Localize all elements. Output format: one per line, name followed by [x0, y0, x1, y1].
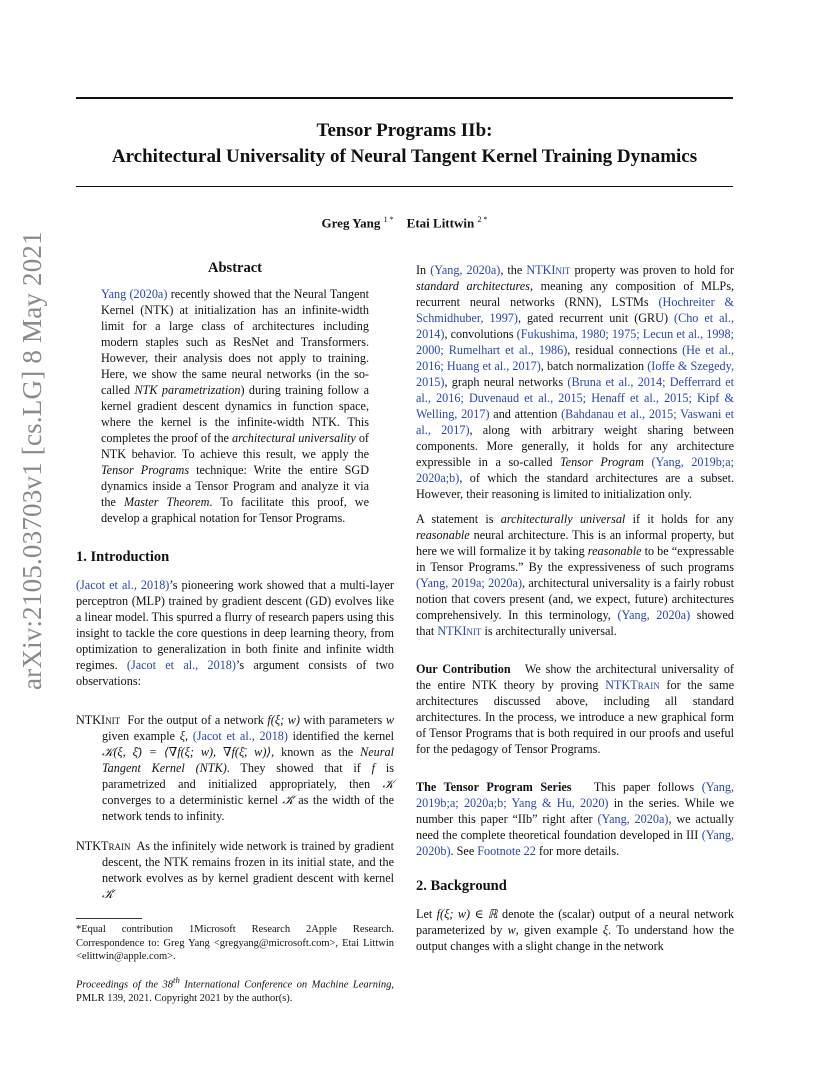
- ntktrain-label: NTKTrain: [76, 839, 131, 853]
- citation-link[interactable]: (Jacot et al., 2018): [76, 578, 170, 592]
- ntkinit-ref[interactable]: NTKInit: [526, 263, 571, 277]
- citation-link[interactable]: (Yang, 2019b;a; 2020a;b; Yang & Hu, 2020): [416, 780, 734, 810]
- footnote-link[interactable]: Footnote 22: [477, 844, 536, 858]
- contribution-heading: Our Contribution: [416, 662, 511, 676]
- footnote-affiliations: *Equal contribution 1Microsoft Research 2Apple Research. Correspondence to: Greg Yang <gregyang@microsoft.com>, Etai Littwin <elittwin@apple.com>.: [76, 924, 394, 963]
- citation-link[interactable]: (Bruna et al., 2014; Defferrard et al., 2016; Duvenaud et al., 2015; Henaff et al., 2015; Kipf & Welling, 2017): [416, 375, 734, 421]
- left-column: [76, 260, 394, 1005]
- intro-paragraph: (Jacot et al., 2018)’s pioneering work showed that a multi-layer perceptron (MLP) trained by gradient descent (GD) evolves like a linear model. This spurred a flurry of research papers using this insight to tackle the core questions in deep learning theory, from optimization to generalization in both finite and infinite width regimes. (Jacot et al., 2018)’s argument consists of two observations:: [76, 578, 395, 688]
- title-rule-bottom: [76, 186, 733, 187]
- author-line: [76, 215, 733, 231]
- paragraph-ntkinit-history: In (Yang, 2020a), the NTKInit property was proven to hold for standard architectures, meaning any composition of MLPs, recurrent neural networks (RNN), LSTMs (Hochreiter & Schmidhuber, 1997), gated recurrent unit (GRU) (Cho et al., 2014), convolutions (Fukushima, 1980; 1975; Lecun et al., 1998; 2000; Rumelhart et al., 1986), residual connections (He et al., 2016; Huang et al., 2017), batch normalization (Ioffe & Szegedy, 2015), graph neural networks (Bruna et al., 2014; Defferrard et al., 2016; Duvenaud et al., 2015; Henaff et al., 2015; Kipf & Welling, 2017) and attention (Bahdanau et al., 2015; Vaswani et al., 2017), along with arbitrary weight sharing between components. More generally, it holds for any architecture expressible in a so-called Tensor Program (Yang, 2019b;a; 2020a;b), of which the standard architectures are a subset. However, their reasoning is limited to initialization only.: [416, 263, 735, 501]
- paragraph-contribution: Our Contribution We show the architectural universality of the entire NTK theory by proving NTKTrain for the same architectures discussed above, including all standard architectures. In the process, we introduce a new graphical form of Tensor Programs that is both required in our proofs and useful for the pedagogy of Tensor Programs.: [416, 662, 734, 756]
- title-rule-top: [76, 97, 733, 99]
- arxiv-stamp: arXiv:2105.03703v1 [cs.LG] 8 May 2021: [17, 231, 47, 690]
- background-heading: 2. Background: [416, 878, 507, 894]
- citation-link[interactable]: (Yang, 2019b;a; 2020a;b): [416, 455, 734, 485]
- abstract-heading: Abstract: [208, 260, 262, 276]
- citation-link[interactable]: (He et al., 2016; Huang et al., 2017): [416, 343, 734, 373]
- citation-link[interactable]: (Yang, 2020a): [597, 812, 669, 826]
- intro-heading: 1. Introduction: [76, 549, 170, 565]
- author-2: Etai Littwin: [406, 215, 475, 231]
- citation-link[interactable]: (Jacot et al., 2018): [192, 729, 288, 743]
- footnote-area: [76, 918, 394, 1005]
- citation-link[interactable]: (Bahdanau et al., 2015; Vaswani et al., 2017): [416, 407, 735, 437]
- citation-link[interactable]: (Ioffe & Szegedy, 2015): [416, 359, 734, 389]
- paragraph-universality: A statement is architecturally universal if it holds for any reasonable neural architecture. This is an informal property, but here we will formalize it by taking reasonable to be “expressable in Tensor Programs.” By the expressiveness of such programs (Yang, 2019a; 2020a), architectural universality is a fairly robust notion that covers present (and, we expect, future) architectures comprehensively. In this terminology, (Yang, 2020a) showed that NTKInit is architecturally universal.: [416, 512, 734, 638]
- paper-title: [76, 118, 733, 170]
- citation-link[interactable]: (Fukushima, 1980; 1975; Lecun et al., 1998; 2000; Rumelhart et al., 1986): [416, 327, 735, 357]
- right-column: [416, 262, 734, 954]
- title-line-2: Architectural Universality of Neural Tangent Kernel Training Dynamics: [111, 146, 698, 167]
- author-1-affil: 1 *: [383, 215, 394, 224]
- ntkinit-item: NTKInit For the output of a network f(ξ; w) with parameters w given example ξ, (Jacot et al., 2018) identified the kernel 𝒦(ξ, ξ̄) = ⟨∇f(ξ; w), ∇f(ξ̄, w)⟩, known as the Neural Tangent Kernel (NTK). They showed that if f is parametrized and initialized appropriately, then 𝒦 converges to a deterministic kernel 𝒦̊ as the width of the network tends to infinity.: [76, 713, 395, 823]
- abstract-text: Yang (2020a) recently showed that the Neural Tangent Kernel (NTK) at initialization has an infinite-width limit for a large class of architectures including modern staples such as ResNet and Transformers. However, their analysis does not apply to training. Here, we show the same neural networks (in the so-called NTK parametrization) during training follow a kernel gradient descent dynamics in function space, where the kernel is the infinite-width NTK. This completes the proof of the architectural universality of NTK behavior. To achieve this result, we apply the Tensor Programs technique: Write the entire SGD dynamics inside a Tensor Program and analyze it via the Master Theorem. To facilitate this proof, we develop a graphical notation for Tensor Programs.: [101, 287, 370, 525]
- proceedings-note: Proceedings of the 38th International Conference on Machine Learning, PMLR 139, 2021. Copyright 2021 by the author(s).: [76, 974, 394, 1004]
- citation-link[interactable]: (Yang, 2020a): [617, 608, 691, 622]
- citation-link[interactable]: (Cho et al., 2014): [416, 311, 735, 341]
- citation-link[interactable]: Yang (2020a): [101, 287, 168, 301]
- citation-link[interactable]: (Yang, 2019a; 2020a): [416, 576, 522, 590]
- title-line-1: Tensor Programs IIb:: [316, 120, 493, 141]
- ntktrain-item: NTKTrain As the infinitely wide network is trained by gradient descent, the NTK remains frozen in its initial state, and the network evolves as by kernel gradient descent with kernel 𝒦̊: [76, 839, 394, 901]
- series-heading: The Tensor Program Series: [416, 780, 572, 794]
- author-1: Greg Yang: [321, 215, 381, 231]
- citation-link[interactable]: (Yang, 2020a): [430, 263, 501, 277]
- paragraph-background: Let f(ξ; w) ∈ ℝ denote the (scalar) output of a neural network parameterized by w, given example ξ. To understand how the output changes with a slight change in the network: [416, 907, 735, 953]
- ntkinit-label: NTKInit: [76, 713, 121, 727]
- ntkinit-ref[interactable]: NTKInit: [437, 624, 482, 638]
- citation-link[interactable]: (Hochreiter & Schmidhuber, 1997): [416, 295, 734, 325]
- ntktrain-ref[interactable]: NTKTrain: [605, 678, 660, 692]
- footnote-rule: [76, 918, 142, 919]
- author-2-affil: 2 *: [477, 215, 488, 224]
- citation-link[interactable]: (Yang, 2020b): [416, 828, 734, 858]
- paragraph-series: The Tensor Program Series This paper follows (Yang, 2019b;a; 2020a;b; Yang & Hu, 2020) in the series. While we number this paper “IIb” right after (Yang, 2020a), we actually need the complete theoretical foundation developed in III (Yang, 2020b). See Footnote 22 for more details.: [416, 780, 734, 858]
- citation-link[interactable]: (Jacot et al., 2018): [126, 658, 236, 672]
